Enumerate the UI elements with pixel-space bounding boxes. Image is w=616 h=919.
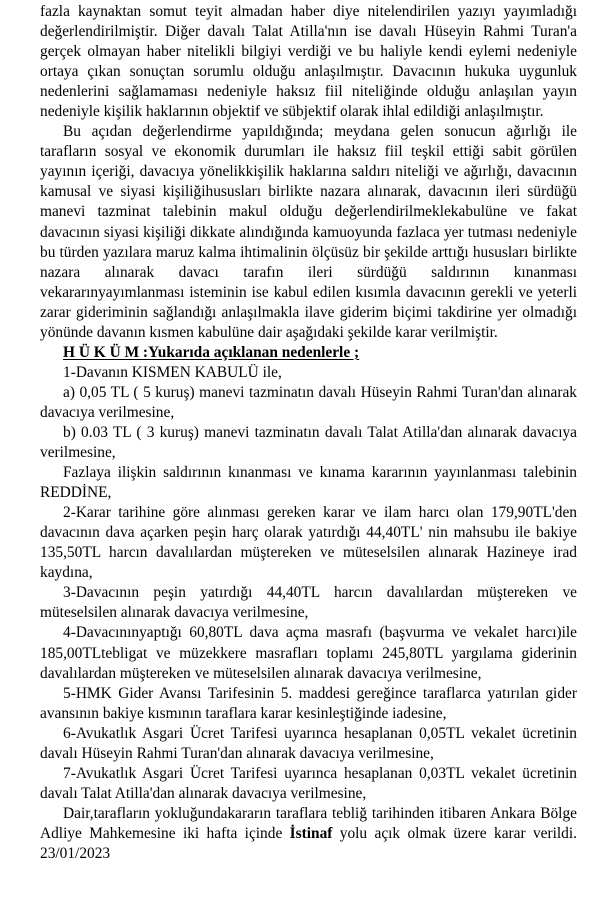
decision-date: 23/01/2023 xyxy=(40,844,111,862)
verdict-heading-text: H Ü K Ü M :Yukarıda açıklanan nedenlerle ; xyxy=(63,343,360,361)
paragraph-continuation: fazla kaynaktan somut teyit almadan haber diye nitelendirilen yazıyı yayımladığı değerlendirilmiştir. Diğer davalı Talat Atilla'nın ise davalı Hüseyin Rahmi Turan'a gerçek olmayan haber nitelikli bilgiyi verdiği ve bu haliyle kendi eylemi nedeniyle ortaya çıkan sonuçtan sorumlu olduğu anlaşılmıştır. Davacının hukuka uygunluk nedenlerini sağlamaması nedeniyle haksız fiil niteliğinde olduğu anlaşılan yayın nedeniyle kişilik haklarının objektif ve sübjektif olarak ihlal edildiği anlaşılmıştır. xyxy=(40,3,577,121)
verdict-item-3: 3-Davacının peşin yatırdığı 44,40TL harcın davalılardan müştereken ve müteselsilen alınarak davacıya verilmesine, xyxy=(40,584,577,622)
verdict-item-5: 5-HMK Gider Avansı Tarifesinin 5. maddesi gereğince taraflarca yatırılan gider avansının bakiye kısmının taraflara karar kesinleştiğinde iadesine, xyxy=(40,684,577,722)
verdict-item-1b: b) 0.03 TL ( 3 kuruş) manevi tazminatın davalı Talat Atilla'dan alınarak davacıya verilmesine, xyxy=(40,423,577,462)
document-body xyxy=(40,2,577,864)
verdict-item-1a: a) 0,05 TL ( 5 kuruş) manevi tazminatın davalı Hüseyin Rahmi Turan'dan alınarak davacıya verilmesine, xyxy=(40,383,577,421)
verdict-item-2: 2-Karar tarihine göre alınması gereken karar ve ilam harcı olan 179,90TL'den davacının dava açarken peşin harç olarak yatırdığı 44,40TL' nin mahsubu ile bakiye 135,50TL harcın davalılardan müştereken ve müteselsilen alınarak Hazineye irad kaydına, xyxy=(40,504,577,582)
appeal-term: İstinaf xyxy=(289,824,333,842)
verdict-item-1c-rejection: Fazlaya ilişkin saldırının kınanması ve kınama kararının yayınlanması talebinin REDDİNE, xyxy=(40,464,577,502)
closing-text-before: Dair,tarafların yokluğundakararın taraflara tebliğ tarihinden itibaren Ankara Bölge Adliye Mahkemesine iki hafta içinde xyxy=(40,804,577,842)
paragraph-assessment: Bu açıdan değerlendirme yapıldığında; meydana gelen sonucun ağırlığı ile tarafların sosyal ve ekonomik durumları ile haksız fiil teşkil ettiği sabit görülen yayının içeriği, davacıya yönelikkişilik haklarına saldırı niteliği ve ağırlığı, davacının kamusal ve siyasi kişiliğihususları birlikte nazara alınarak, davacının ileri sürdüğü manevi tazminat talebinin makul olduğu değerlendirilmeklekabulüne ve fakat davacının siyasi kişiliği dikkate alındığında kamuoyunda fazlaca yer tutması nedeniyle bu türden yazılara maruz kalma ihtimalinin ölçüsüz bir şekilde arttığı hususları birlikte nazara alınarak davacı tarafın ileri sürdüğü saldırının kınanması vekararınyayımlanması isteminin ise kabul edilen kısımla davacının gerekli ve yeterli zarar gideriminin sağlandığı anlaşılmakla ilave giderim biçimi takdirine yer olmadığı yönünde davanın kısmen kabulüne dair aşağıdaki şekilde karar verilmiştir. xyxy=(40,123,577,341)
verdict-heading xyxy=(40,343,577,363)
verdict-item-6: 6-Avukatlık Asgari Ücret Tarifesi uyarınca hesaplanan 0,05TL vekalet ücretinin davalı Hüseyin Rahmi Turan'dan alınarak davacıya verilmesine, xyxy=(40,724,577,762)
closing-text-after: yolu açık olmak üzere karar verildi. xyxy=(332,824,577,842)
verdict-item-1: 1-Davanın KISMEN KABULÜ ile, xyxy=(63,363,282,381)
verdict-item-4: 4-Davacınınyaptığı 60,80TL dava açma masrafı (başvurma ve vekalet harcı)ile 185,00TLtebligat ve müzekkere masrafları toplamı 245,80TL yargılama giderinin davalılardan müştereken ve müteselsilen alınarak davacıya verilmesine, xyxy=(40,624,577,682)
verdict-item-7: 7-Avukatlık Asgari Ücret Tarifesi uyarınca hesaplanan 0,03TL vekalet ücretinin davalı Talat Atilla'dan alınarak davacıya verilmesine, xyxy=(40,764,577,802)
closing-appeal-paragraph xyxy=(40,804,577,864)
